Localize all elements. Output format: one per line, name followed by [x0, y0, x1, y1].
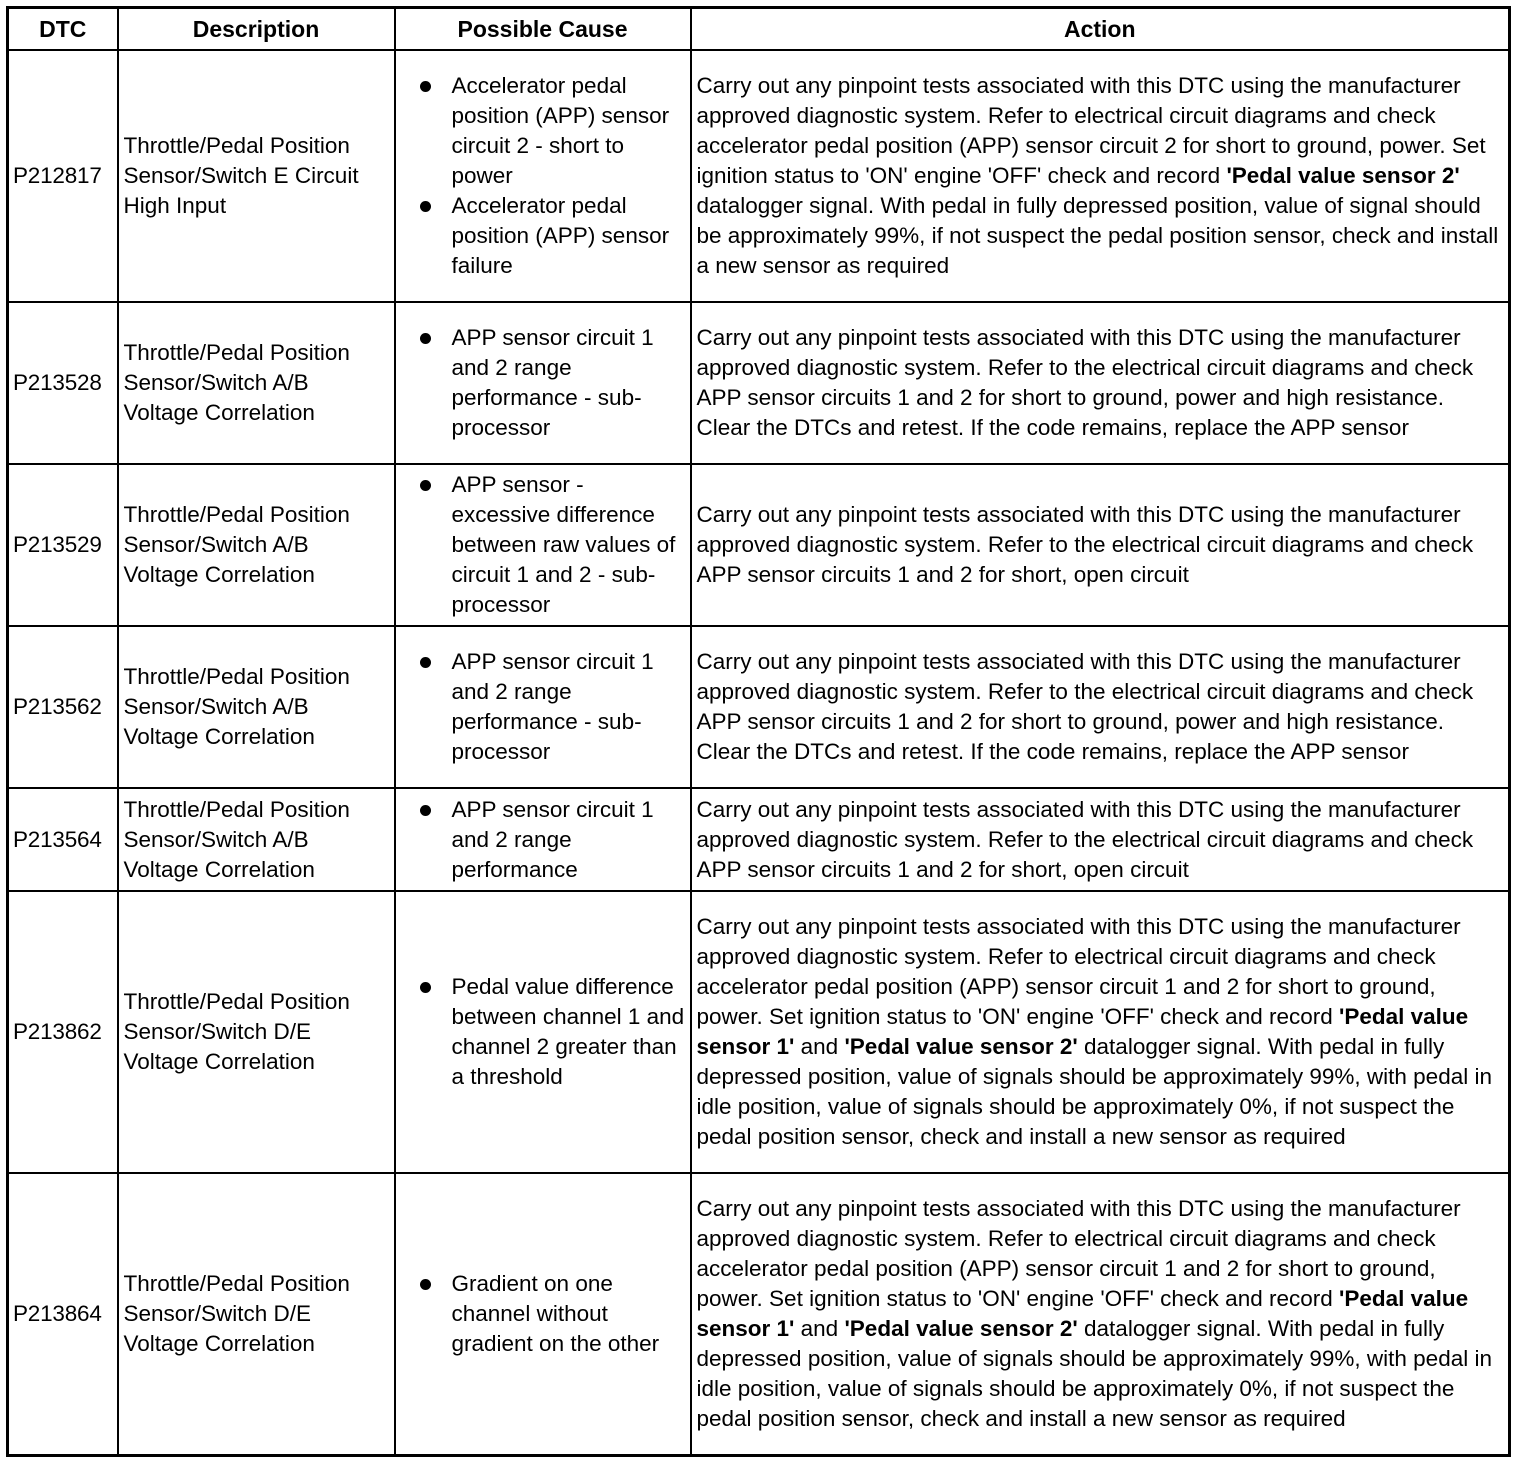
table-body [8, 50, 1510, 1455]
action-text: Carry out any pinpoint tests associated with this DTC using the manufacturer approved diagnostic system. Refer to electrical circuit diagrams and check accelerator pedal position (APP) sensor circuit 2 for short to ground, power. Set ignition status to 'ON' engine 'OFF' check and record [696, 73, 1486, 188]
possible-cause-cell [395, 788, 691, 891]
cause-list [401, 323, 685, 443]
cause-item: Accelerator pedal position (APP) sensor circuit 2 - short to power [401, 71, 685, 191]
action-text: datalogger signal. With pedal in fully depressed position, value of signals should be approximately 99%, with pedal in idle position, value of signals should be approximately 0%, if not suspect the pedal position sensor, check and install a new sensor as required [696, 1034, 1492, 1149]
dtc-description: Throttle/Pedal Position Sensor/Switch A/B Voltage Correlation [118, 626, 395, 788]
action-text: datalogger signal. With pedal in fully depressed position, value of signals should be approximately 99%, with pedal in idle position, value of signals should be approximately 0%, if not suspect the pedal position sensor, check and install a new sensor as required [696, 1315, 1492, 1431]
action-cell [691, 464, 1510, 626]
table-row [8, 788, 1510, 891]
cause-item: APP sensor circuit 1 and 2 range performance - sub-processor [401, 323, 685, 443]
dtc-description: Throttle/Pedal Position Sensor/Switch A/B Voltage Correlation [118, 464, 395, 626]
cause-item: APP sensor - excessive difference between raw values of circuit 1 and 2 - sub-processor [401, 470, 685, 620]
cause-item: APP sensor circuit 1 and 2 range performance - sub-processor [401, 647, 685, 767]
action-cell [691, 1173, 1510, 1455]
possible-cause-cell [395, 302, 691, 464]
table-row [8, 302, 1510, 464]
dtc-code: P212817 [8, 50, 118, 302]
cause-item: Pedal value difference between channel 1 and channel 2 greater than a threshold [401, 972, 685, 1092]
cause-item: APP sensor circuit 1 and 2 range performance [401, 795, 685, 885]
table-row [8, 50, 1510, 302]
cause-list [401, 71, 685, 281]
possible-cause-cell [395, 891, 691, 1173]
action-text: datalogger signal. With pedal in fully depressed position, value of signal should be approximately 99%, if not suspect the pedal position sensor, check and install a new sensor as required [696, 193, 1499, 278]
table-row [8, 891, 1510, 1173]
action-text: and [794, 1315, 845, 1341]
dtc-description: Throttle/Pedal Position Sensor/Switch A/B Voltage Correlation [118, 788, 395, 891]
action-cell [691, 626, 1510, 788]
action-bold-text: 'Pedal value sensor 2' [1226, 163, 1460, 188]
dtc-description: Throttle/Pedal Position Sensor/Switch A/B Voltage Correlation [118, 302, 395, 464]
header-description: Description [118, 8, 395, 51]
action-text: Carry out any pinpoint tests associated with this DTC using the manufacturer approved diagnostic system. Refer to the electrical circuit diagrams and check APP sensor circuits 1 and 2 for short, open circuit [696, 796, 1474, 882]
table-row [8, 1173, 1510, 1455]
action-bold-text: 'Pedal value sensor 1' [696, 1004, 1469, 1059]
cause-list [401, 1269, 685, 1359]
action-bold-text: 'Pedal value sensor 1' [696, 1285, 1469, 1341]
action-text: Carry out any pinpoint tests associated with this DTC using the manufacturer approved diagnostic system. Refer to the electrical circuit diagrams and check APP sensor circuits 1 and 2 for short to ground, power and high resistance. Clear the DTCs and retest. If the code remains, replace the APP sensor [696, 649, 1474, 764]
possible-cause-cell [395, 1173, 691, 1455]
dtc-code: P213529 [8, 464, 118, 626]
action-text: Carry out any pinpoint tests associated with this DTC using the manufacturer approved diagnostic system. Refer to the electrical circuit diagrams and check APP sensor circuits 1 and 2 for short, open circuit [696, 502, 1474, 587]
possible-cause-cell [395, 50, 691, 302]
cause-list [401, 470, 685, 620]
dtc-description: Throttle/Pedal Position Sensor/Switch E Circuit High Input [118, 50, 395, 302]
action-text: Carry out any pinpoint tests associated with this DTC using the manufacturer approved diagnostic system. Refer to electrical circuit diagrams and check accelerator pedal position (APP) sensor circuit 1 and 2 for short to ground, power. Set ignition status to 'ON' engine 'OFF' check and record [696, 1195, 1461, 1311]
action-text: Carry out any pinpoint tests associated with this DTC using the manufacturer approved diagnostic system. Refer to the electrical circuit diagrams and check APP sensor circuits 1 and 2 for short to ground, power and high resistance. Clear the DTCs and retest. If the code remains, replace the APP sensor [696, 325, 1474, 440]
dtc-code: P213864 [8, 1173, 118, 1455]
action-cell [691, 302, 1510, 464]
action-cell [691, 891, 1510, 1173]
dtc-code: P213862 [8, 891, 118, 1173]
possible-cause-cell [395, 464, 691, 626]
table-row [8, 464, 1510, 626]
action-text: and [794, 1034, 845, 1059]
possible-cause-cell [395, 626, 691, 788]
cause-list [401, 972, 685, 1092]
cause-list [401, 795, 685, 885]
dtc-description: Throttle/Pedal Position Sensor/Switch D/E Voltage Correlation [118, 891, 395, 1173]
header-action: Action [691, 8, 1510, 51]
header-row [8, 8, 1510, 51]
action-bold-text: 'Pedal value sensor 2' [844, 1315, 1078, 1341]
header-cause: Possible Cause [395, 8, 691, 51]
dtc-code: P213528 [8, 302, 118, 464]
action-cell [691, 50, 1510, 302]
action-cell [691, 788, 1510, 891]
header-dtc: DTC [8, 8, 118, 51]
dtc-code: P213562 [8, 626, 118, 788]
cause-item: Accelerator pedal position (APP) sensor failure [401, 191, 685, 281]
action-bold-text: 'Pedal value sensor 2' [844, 1034, 1078, 1059]
cause-list [401, 647, 685, 767]
table-row [8, 626, 1510, 788]
dtc-table [6, 6, 1511, 1457]
dtc-code: P213564 [8, 788, 118, 891]
action-text: Carry out any pinpoint tests associated with this DTC using the manufacturer approved diagnostic system. Refer to electrical circuit diagrams and check accelerator pedal position (APP) sensor circuit 1 and 2 for short to ground, power. Set ignition status to 'ON' engine 'OFF' check and record [696, 914, 1461, 1029]
cause-item: Gradient on one channel without gradient on the other [401, 1269, 685, 1359]
dtc-description: Throttle/Pedal Position Sensor/Switch D/E Voltage Correlation [118, 1173, 395, 1455]
